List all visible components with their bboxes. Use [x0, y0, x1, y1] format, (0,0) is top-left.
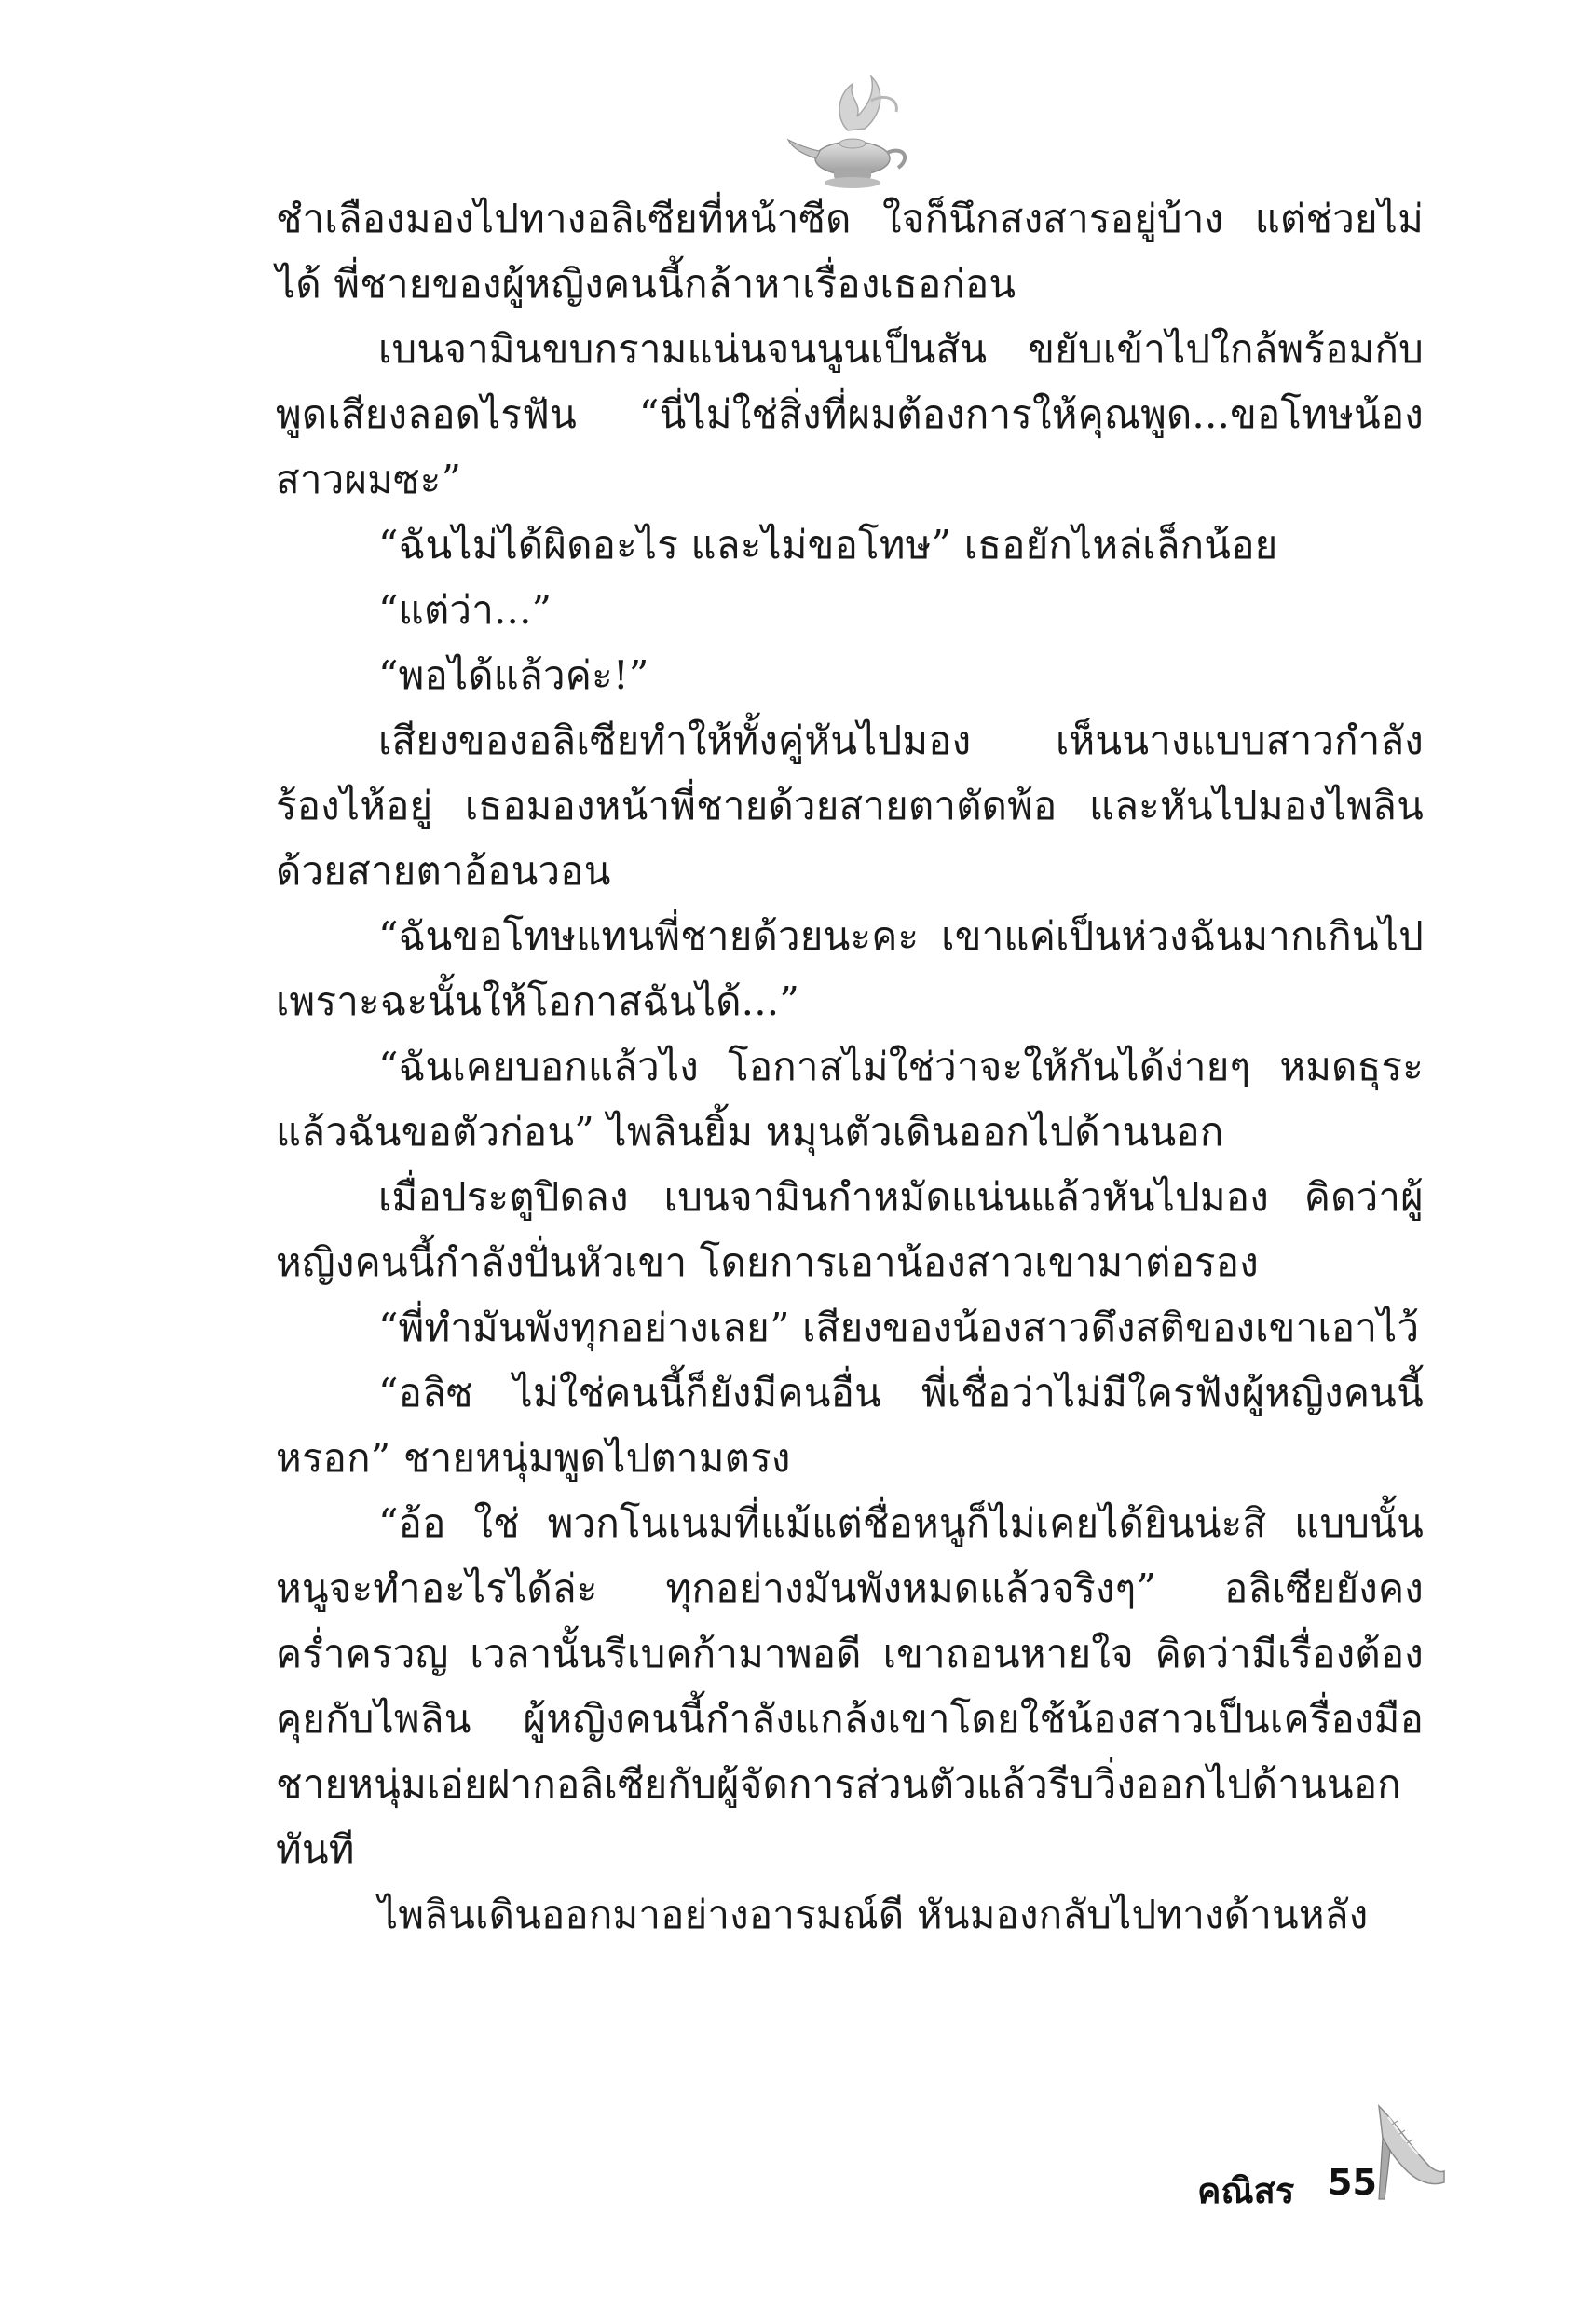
paragraph-8: “ฉันเคยบอกแล้วไง โอกาสไม่ใช่ว่าจะให้กันได้ง่ายๆ หมดธุระแล้วฉันขอตัวก่อน” ไพลินยิ้ม หมุนตัวเดินออกไปด้านนอก — [276, 1044, 1424, 1155]
paragraph-6: เสียงของอลิเซียทำให้ทั้งคู่หันไปมอง เห็นนางแบบสาวกำลังร้องไห้อยู่ เธอมองหน้าพี่ชายด้วยสายตาตัดพ้อ และหันไปมองไพลินด้วยสายตาอ้อนวอน — [276, 718, 1424, 894]
page-footer — [1169, 2134, 1449, 2218]
paragraph-1: ชำเลืองมองไปทางอลิเซียที่หน้าซีด ใจก็นึกสงสารอยู่บ้าง แต่ช่วยไม่ได้ พี่ชายของผู้หญิงคนนี้กล้าหาเรื่องเธอก่อน — [276, 196, 1424, 307]
paragraph-9: เมื่อประตูปิดลง เบนจามินกำหมัดแน่นแล้วหันไปมอง คิดว่าผู้หญิงคนนี้กำลังปั่นหัวเขา โดยการเอาน้องสาวเขามาต่อรอง — [276, 1174, 1424, 1285]
paragraph-10: “พี่ทำมันพังทุกอย่างเลย” เสียงของน้องสาวดึงสติของเขาเอาไว้ — [378, 1305, 1420, 1350]
paragraph-13: ไพลินเดินออกมาอย่างอารมณ์ดี หันมองกลับไปทางด้านหลัง — [378, 1892, 1369, 1937]
paragraph-5: “พอได้แล้วค่ะ!” — [378, 652, 649, 698]
paragraph-4: “แต่ว่า...” — [378, 587, 552, 633]
page-number: 55 — [1328, 2162, 1377, 2203]
genie-lamp-icon — [783, 65, 922, 196]
page-text — [276, 186, 1424, 1948]
paragraph-2: เบนจามินขบกรามแน่นจนนูนเป็นสัน ขยับเข้าไปใกล้พร้อมกับพูดเสียงลอดไรฟัน “นี่ไม่ใช่สิ่งที่ผมต้องการให้คุณพูด...ขอโทษน้องสาวผมซะ” — [276, 326, 1424, 502]
book-title: คณิสร — [1197, 2170, 1295, 2211]
paragraph-3: “ฉันไม่ได้ผิดอะไร และไม่ขอโทษ” เธอยักไหล่เล็กน้อย — [378, 522, 1278, 567]
paragraph-11: “อลิซ ไม่ใช่คนนี้ก็ยังมีคนอื่น พี่เชื่อว่าไม่มีใครฟังผู้หญิงคนนี้หรอก” ชายหนุ่มพูดไปตามตรง — [276, 1370, 1424, 1481]
paragraph-7: “ฉันขอโทษแทนพี่ชายด้วยนะคะ เขาแค่เป็นห่วงฉันมากเกินไปเพราะฉะนั้นให้โอกาสฉันได้...” — [276, 913, 1424, 1024]
high-heel-shoe-icon — [1370, 2097, 1449, 2208]
paragraph-12: “อ้อ ใช่ พวกโนเนมที่แม้แต่ชื่อหนูก็ไม่เคยได้ยินน่ะสิ แบบนั้นหนูจะทำอะไรได้ล่ะ ทุกอย่างมันพังหมดแล้วจริงๆ” อลิเซียยังคงคร่ำครวญ เวลานั้นรีเบคก้ามาพอดี เขาถอนหายใจ คิดว่ามีเรื่องต้องคุยกับไพลิน ผู้หญิงคนนี้กำลังแกล้งเขาโดยใช้น้องสาวเป็นเครื่องมือ ชายหนุ่มเอ่ยฝากอลิเซียกับผู้จัดการส่วนตัวแล้วรีบวิ่งออกไปด้านนอกทันที — [276, 1500, 1424, 1872]
